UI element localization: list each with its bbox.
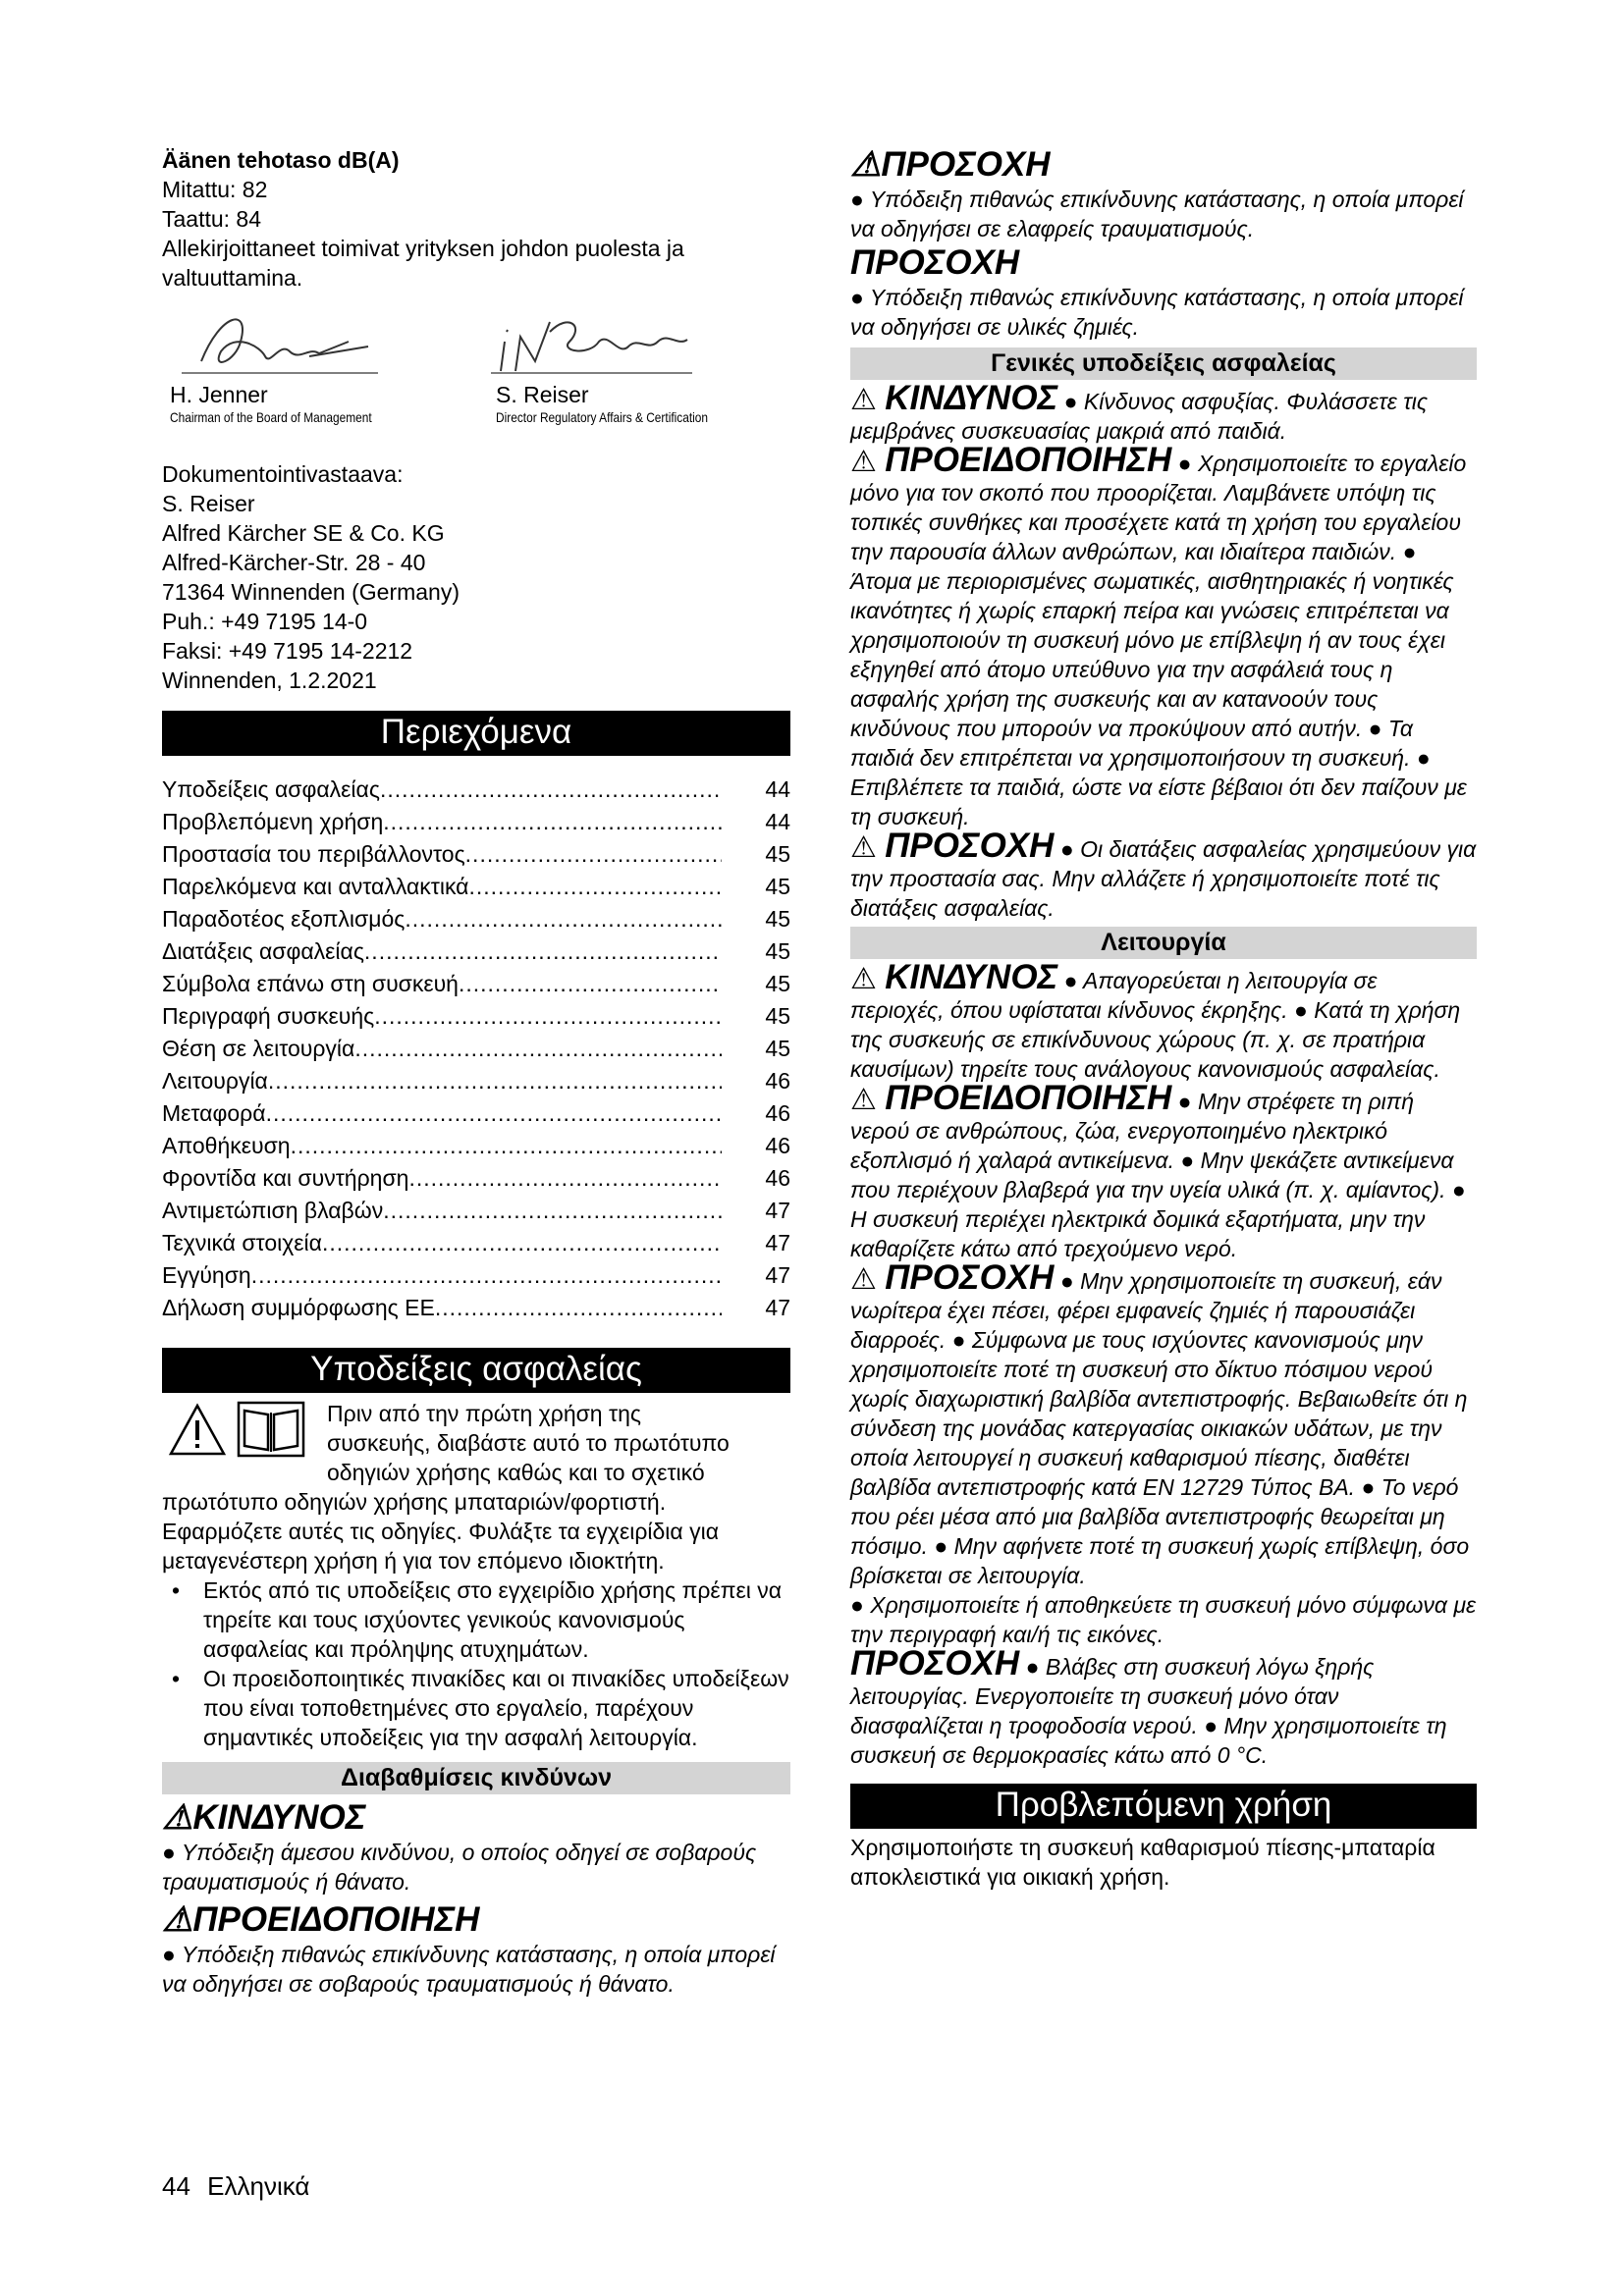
toc-leader-dots xyxy=(405,903,722,935)
toc-leader-dots xyxy=(322,1227,722,1259)
warning-triangle-icon: ⚠ xyxy=(850,446,886,478)
warning-triangle-icon: ⚠ xyxy=(850,1084,886,1116)
toc-leader-dots xyxy=(266,1097,722,1130)
toc-entry-label: Προβλεπόμενη χρήση xyxy=(162,809,384,834)
doc-line: S. Reiser xyxy=(162,491,255,516)
warning-triangle-icon: ⚠ xyxy=(850,1263,886,1296)
safety-intro-line1: Πριν από την πρώτη χρήση της xyxy=(327,1401,641,1426)
toc-entry[interactable] xyxy=(162,838,790,871)
toc-leader-dots xyxy=(383,806,722,838)
operation-warning-paragraph: ⚠ ΠΡΟΕΙΔΟΠΟΙΗΣΗ ● Μην στρέφετε τη ριπή νερού σε ανθρώπους, ζώα, ενεργοποιημένο ηλεκτρικό εξοπλισμό ή χαλαρά αντικείμενα. ● Μην ψεκάζετε αντικείμενα που περιέχουν βλαβερά για την υγεία υλικά (π. χ. αμίαντος). ● Η συσκευή περιέχει ηλεκτρικά δομικά εξαρτήματα, μην την καθαρίζετε κάτω από τρεχούμενο νερό. xyxy=(850,1079,1466,1261)
toc-leader-dots xyxy=(251,1259,722,1292)
toc-leader-dots xyxy=(459,968,722,1000)
hazard-levels-heading: Διαβαθμίσεις κινδύνων xyxy=(162,1762,790,1794)
toc-heading: Περιεχόμενα xyxy=(162,711,790,756)
toc-entry-label: Παρελκόμενα και ανταλλακτικά xyxy=(162,874,469,899)
danger-heading: ⚠ΚΙΝΔΥΝΟΣ xyxy=(162,1798,366,1837)
warning-text: ● Υπόδειξη πιθανώς επικίνδυνης κατάστασης, η οποία μπορεί να οδηγήσει σε σοβαρούς τραυματισμούς ή θάνατο. xyxy=(162,1942,776,1997)
signers-note: Allekirjoittaneet toimivat yrityksen johdon puolesta ja valtuuttamina. xyxy=(162,236,684,291)
toc-entry-page: 46 xyxy=(765,1068,790,1094)
toc-entry-page: 47 xyxy=(765,1230,790,1255)
toc-entry[interactable] xyxy=(162,774,790,806)
sound-measured: Mitattu: 82 xyxy=(162,177,268,202)
toc-entry[interactable] xyxy=(162,871,790,903)
toc-leader-dots xyxy=(380,774,722,806)
toc-leader-dots xyxy=(291,1130,722,1162)
safety-heading: Υποδείξεις ασφαλείας xyxy=(162,1348,790,1393)
safety-intro-rest: πρωτότυπο οδηγιών χρήσης μπαταριών/φορτιστή. Εφαρμόζετε αυτές τις οδηγίες. Φυλάξτε τα εγχειρίδια για μεταγενέστερη χρήση ή για τον επόμενο ιδιοκτήτη. xyxy=(162,1489,720,1574)
notice-text: ● Υπόδειξη πιθανώς επικίνδυνης κατάστασης, η οποία μπορεί να οδηγήσει σε υλικές ζημιές. xyxy=(850,285,1464,340)
toc-entry[interactable] xyxy=(162,1097,790,1130)
signer2-name: S. Reiser xyxy=(496,382,589,407)
doc-line: Faksi: +49 7195 14-2212 xyxy=(162,638,413,664)
doc-line: Alfred-Kärcher-Str. 28 - 40 xyxy=(162,550,426,575)
operation-heading: Λειτουργία xyxy=(850,927,1477,959)
warning-triangle-icon: ⚠ xyxy=(162,1798,193,1837)
toc-entry-page: 47 xyxy=(765,1295,790,1320)
toc-entry[interactable] xyxy=(162,1259,790,1292)
toc-entry[interactable] xyxy=(162,1033,790,1065)
document-contact xyxy=(162,459,790,695)
toc-entry[interactable] xyxy=(162,968,790,1000)
caution-text: ● Υπόδειξη πιθανώς επικίνδυνης κατάστασης, η οποία μπορεί να οδηγήσει σε ελαφρείς τραυματισμούς. xyxy=(850,187,1464,241)
doc-line: Puh.: +49 7195 14-0 xyxy=(162,609,368,634)
signer2-role: Director Regulatory Affairs & Certification xyxy=(496,409,709,425)
operation-danger-paragraph: ⚠ ΚΙΝΔΥΝΟΣ ● Απαγορεύεται η λειτουργία σε περιοχές, όπου υφίσταται κίνδυνος έκρηξης. ● Κατά τη χρήση της συσκευής σε επικίνδυνους χώρους (π. χ. σε πρατήρια καυσίμων) τηρείτε τους ανάλογους κανονισμούς ασφαλείας. xyxy=(850,958,1461,1082)
toc-entry-label: Παραδοτέος εξοπλισμός xyxy=(162,906,406,932)
toc-entry-label: Υποδείξεις ασφαλείας xyxy=(162,776,380,802)
manual-book-icon xyxy=(237,1401,305,1458)
safety-intro-line3: οδηγιών χρήσης καθώς και το σχετικό xyxy=(327,1460,705,1485)
toc-entry-page: 46 xyxy=(765,1100,790,1126)
sound-heading: Äänen tehotaso dB(A) xyxy=(162,147,400,173)
doc-line: Alfred Kärcher SE & Co. KG xyxy=(162,520,445,546)
doc-line: Winnenden, 1.2.2021 xyxy=(162,667,377,693)
toc-leader-dots xyxy=(374,1000,722,1033)
toc-entry[interactable] xyxy=(162,1195,790,1227)
general-caution-paragraph: ⚠ ΠΡΟΣΟΧΗ ● Οι διατάξεις ασφαλείας χρησιμεύουν για την προστασία σας. Μην αλλάζετε ή χρησιμοποιείτε ποτέ τις διατάξεις ασφαλείας. xyxy=(850,827,1477,921)
intended-use-heading: Προβλεπόμενη χρήση xyxy=(850,1784,1477,1829)
bullet-dot: • xyxy=(172,1666,181,1691)
operation-caution-extra: ● Χρησιμοποιείτε ή αποθηκεύετε τη συσκευή μόνο σύμφωνα με την περιγραφή και/ή τις εικόνες. xyxy=(850,1592,1477,1647)
toc-entry-label: Εγγύηση xyxy=(162,1262,251,1288)
toc-entry-page: 46 xyxy=(765,1133,790,1158)
toc-entry[interactable] xyxy=(162,935,790,968)
page-footer xyxy=(162,2171,309,2202)
warning-triangle-icon xyxy=(168,1403,227,1458)
safety-bullet: • Εκτός από τις υποδείξεις στο εγχειρίδιο χρήσης πρέπει να τηρείτε και τους ισχύοντες γενικούς κανονισμούς ασφαλείας και πρόληψης ατυχημάτων. xyxy=(172,1577,783,1662)
toc-leader-dots xyxy=(354,1033,722,1065)
toc-entry[interactable] xyxy=(162,1227,790,1259)
doc-line: 71364 Winnenden (Germany) xyxy=(162,579,460,605)
toc-entry-page: 45 xyxy=(765,938,790,964)
toc-entry-label: Φροντίδα και συντήρηση xyxy=(162,1165,409,1191)
signer1-role: Chairman of the Board of Management xyxy=(170,409,372,425)
signature-area xyxy=(162,302,790,450)
intended-use-text: Χρησιμοποιήστε τη συσκευή καθαρισμού πίεσης-μπαταρία αποκλειστικά για οικιακή χρήση. xyxy=(850,1835,1435,1890)
general-danger-paragraph: ⚠ ΚΙΝΔΥΝΟΣ ● Κίνδυνος ασφυξίας. Φυλάσσετε τις μεμβράνες συσκευασίας μακριά από παιδιά. xyxy=(850,379,1429,444)
toc-entry-label: Προστασία του περιβάλλοντος xyxy=(162,841,465,867)
toc-entry-page: 47 xyxy=(765,1198,790,1223)
warning-triangle-icon: ⚠ xyxy=(162,1900,193,1939)
table-of-contents xyxy=(162,774,790,1324)
toc-leader-dots xyxy=(435,1292,722,1324)
toc-entry-label: Διατάξεις ασφαλείας xyxy=(162,938,364,964)
toc-entry-label: Αντιμετώπιση βλαβών xyxy=(162,1198,384,1223)
notice-heading: ΠΡΟΣΟΧΗ xyxy=(850,243,1020,282)
toc-entry-label: Λειτουργία xyxy=(162,1068,268,1094)
warning-heading: ⚠ΠΡΟΕΙΔΟΠΟΙΗΣΗ xyxy=(162,1900,480,1939)
toc-entry-page: 45 xyxy=(765,1036,790,1061)
left-column xyxy=(162,145,790,1999)
toc-entry-page: 45 xyxy=(765,971,790,996)
sound-guaranteed: Taattu: 84 xyxy=(162,206,262,232)
operation-notice-paragraph: ΠΡΟΣΟΧΗ ● Βλάβες στη συσκευή λόγω ξηρής λειτουργίας. Ενεργοποιείτε τη συσκευή μόνο όταν διασφαλίζεται η τροφοδοσία νερού. ● Μην χρησιμοποιείτε τη συσκευή σε θερμοκρασίες κάτω από 0 °C. xyxy=(850,1644,1447,1768)
toc-leader-dots xyxy=(408,1162,722,1195)
toc-leader-dots xyxy=(465,838,722,871)
toc-entry-label: Περιγραφή συσκευής xyxy=(162,1003,375,1029)
toc-entry[interactable] xyxy=(162,903,790,935)
toc-entry-label: Σύμβολα επάνω στη συσκευή xyxy=(162,971,459,996)
toc-entry-label: Αποθήκευση xyxy=(162,1133,291,1158)
signer1-name: H. Jenner xyxy=(170,382,268,407)
language-label: Ελληνικά xyxy=(207,2171,310,2201)
general-safety-heading: Γενικές υποδείξεις ασφαλείας xyxy=(850,347,1477,380)
toc-leader-dots xyxy=(383,1195,722,1227)
toc-entry[interactable] xyxy=(162,1130,790,1162)
toc-entry[interactable] xyxy=(162,1292,790,1324)
toc-entry-label: Μεταφορά xyxy=(162,1100,266,1126)
toc-leader-dots xyxy=(364,935,722,968)
toc-entry-page: 45 xyxy=(765,841,790,867)
signature-reiser xyxy=(491,302,697,381)
toc-entry-page: 45 xyxy=(765,1003,790,1029)
toc-entry-label: Θέση σε λειτουργία xyxy=(162,1036,355,1061)
page-number: 44 xyxy=(162,2171,190,2201)
toc-entry-label: Δήλωση συμμόρφωσης ΕΕ xyxy=(162,1295,435,1320)
operation-caution-paragraph: ⚠ ΠΡΟΣΟΧΗ ● Μην χρησιμοποιείτε τη συσκευή, εάν νωρίτερα έχει πέσει, φέρει εμφανείς ζημιές ή παρουσιάζει διαρροές. ● Σύμφωνα με τους ισχύοντες κανονισμούς μην χρησιμοποιείτε ποτέ τη συσκευή στο δίκτυο πόσιμου νερού χωρίς διαχωριστική βαλβίδα αντεπιστροφής. Βεβαιωθείτε ότι η σύνδεση της μονάδας κατεργασίας οικιακών υδάτων, με την οποία λειτουργεί η συσκευή καθαρισμού πίεσης, διαθέτει βαλβίδα αντεπιστροφής κατά EN 12729 Τύπος BA. ● Το νερό που ρέει μέσα από μια βαλβίδα αντεπιστροφής θεωρείται μη πόσιμο. ● Μην αφήνετε ποτέ τη συσκευή χωρίς επίβλεψη, όσο βρίσκεται σε λειτουργία. xyxy=(850,1258,1470,1588)
warning-triangle-icon: ⚠ xyxy=(850,831,886,864)
toc-entry-page: 45 xyxy=(765,874,790,899)
toc-entry-page: 47 xyxy=(765,1262,790,1288)
toc-entry[interactable] xyxy=(162,1162,790,1195)
toc-entry-page: 44 xyxy=(765,809,790,834)
toc-entry[interactable] xyxy=(162,1000,790,1033)
toc-entry-page: 44 xyxy=(765,776,790,802)
doc-line: Dokumentointivastaava: xyxy=(162,461,404,487)
warning-triangle-icon: ⚠ xyxy=(850,963,886,995)
danger-text: ● Υπόδειξη άμεσου κινδύνου, ο οποίος οδηγεί σε σοβαρούς τραυματισμούς ή θάνατο. xyxy=(162,1840,757,1895)
toc-entry[interactable] xyxy=(162,806,790,838)
general-warning-paragraph: ⚠ ΠΡΟΕΙΔΟΠΟΙΗΣΗ ● Χρησιμοποιείτε το εργαλείο μόνο για τον σκοπό που προορίζεται. Λαμβάνετε υπόψη τις τοπικές συνθήκες και προσέχετε κατά τη χρήση του εργαλείου την παρουσία άλλων ανθρώπων, και ιδιαίτερα παιδιών. ● Άτομα με περιορισμένες σωματικές, αισθητηριακές ή νοητικές ικανότητες ή χωρίς επαρκή πείρα και γνώσεις επιτρέπεται να χρησιμοποιούν τη συσκευή μόνο με επίβλεψη ή αν τους έχει εξηγηθεί από άτομο υπεύθυνο για την ασφάλειά τους η ασφαλής χρήση της συσκευής και αν κατανοούν τους κινδύνους που μπορούν να προκύψουν από αυτήν. ● Τα παιδιά δεν επιτρέπεται να χρησιμοποιήσουν τη συσκευή. ● Επιβλέπετε τα παιδιά, ώστε να είστε βέβαιοι ότι δεν παίζουν με τη συσκευή. xyxy=(850,441,1467,829)
safety-intro-line2: συσκευής, διαβάστε αυτό το πρωτότυπο xyxy=(327,1430,730,1456)
right-column xyxy=(850,145,1477,1892)
toc-leader-dots xyxy=(468,871,722,903)
toc-leader-dots xyxy=(268,1065,722,1097)
signature-jenner xyxy=(182,302,378,381)
bullet-dot: • xyxy=(172,1577,181,1603)
warning-triangle-icon: ⚠ xyxy=(850,384,886,416)
toc-entry-label: Τεχνικά στοιχεία xyxy=(162,1230,322,1255)
toc-entry[interactable] xyxy=(162,1065,790,1097)
toc-entry-page: 46 xyxy=(765,1165,790,1191)
caution-heading: ⚠ΠΡΟΣΟΧΗ xyxy=(850,145,1051,184)
safety-intro-block xyxy=(162,1399,790,1487)
toc-entry-page: 45 xyxy=(765,906,790,932)
warning-triangle-icon: ⚠ xyxy=(850,145,882,184)
safety-bullet: • Οι προειδοποιητικές πινακίδες και οι πινακίδες υποδείξεων που είναι τοποθετημένες στο εργαλείο, παρέχουν σημαντικές υποδείξεις για την ασφαλή λειτουργία. xyxy=(172,1666,789,1750)
